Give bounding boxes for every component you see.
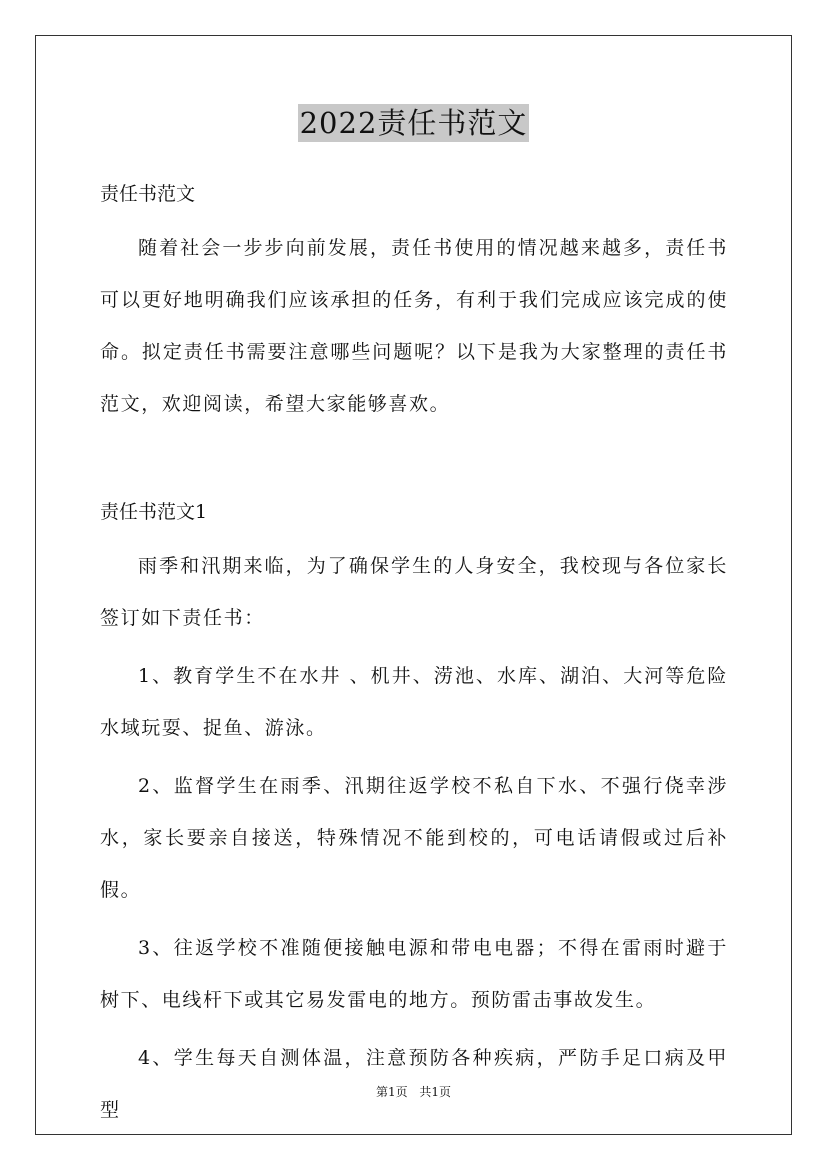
document-body [100, 170, 728, 1142]
section1-paragraph: 4、学生每天自测体温，注意预防各种疾病，严防手足口病及甲型 [100, 1047, 728, 1121]
footer-page-number: 第1页 [375, 1085, 408, 1099]
title-wrap [0, 104, 827, 142]
section1-heading: 责任书范文1 [100, 501, 208, 523]
intro-heading: 责任书范文 [100, 183, 196, 205]
section-spacer [100, 436, 728, 488]
section1-paragraph: 雨季和汛期来临，为了确保学生的人身安全，我校现与各位家长签订如下责任书： [100, 555, 728, 629]
page-footer [0, 1083, 827, 1100]
footer-total-pages: 共1页 [419, 1085, 452, 1099]
document-title: 2022责任书范文 [299, 106, 528, 140]
section1-paragraph: 1、教育学生不在水井 、机井、涝池、水库、湖泊、大河等危险水域玩耍、捉鱼、游泳。 [100, 665, 728, 739]
intro-paragraph: 随着社会一步步向前发展，责任书使用的情况越来越多，责任书可以更好地明确我们应该承担的任务，有利于我们完成应该完成的使命。拟定责任书需要注意哪些问题呢？以下是我为大家整理的责任书范文，欢迎阅读，希望大家能够喜欢。 [100, 237, 728, 415]
section1-paragraph: 2、监督学生在雨季、汛期往返学校不私自下水、不强行侥幸涉水，家长要亲自接送，特殊情况不能到校的，可电话请假或过后补假。 [100, 775, 728, 901]
section1-paragraph: 3、往返学校不准随便接触电源和带电电器；不得在雷雨时避于树下、电线杆下或其它易发雷电的地方。预防雷击事故发生。 [100, 937, 728, 1011]
